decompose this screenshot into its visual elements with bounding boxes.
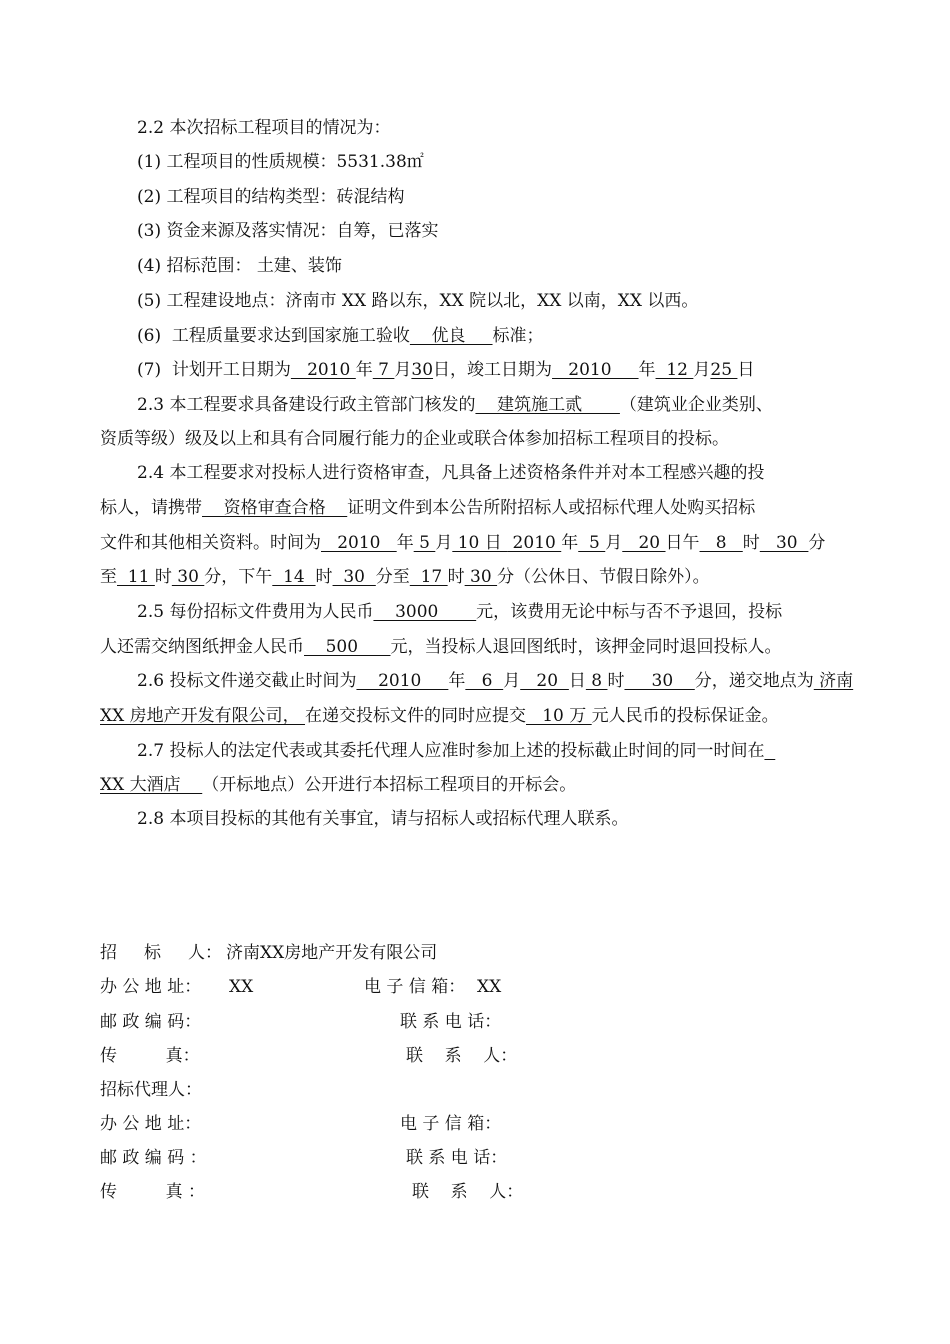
agent-contact-label: 联 系 人： [412, 1182, 524, 1202]
item-1: (1) 工程项目的性质规模：5531.38㎡ [137, 152, 424, 172]
end-year: 2010 [552, 360, 639, 380]
section-2-6-line-1 [137, 670, 853, 692]
agent-email-label: 电 子 信 箱： [400, 1114, 502, 1134]
month-char: 月 [435, 533, 453, 553]
month-char: 月 [693, 360, 711, 380]
item-6-text: (6) 工程质量要求达到国家施工验收 [137, 326, 410, 346]
month-char: 月 [503, 671, 521, 691]
tenderer-name-label: 招 标 人： [100, 943, 223, 963]
deadline-year: 2010 [356, 671, 449, 691]
section-2-7-text: 2.7 投标人的法定代表或其委托代理人应准时参加上述的投标截止时间的同一时间在 [137, 741, 765, 761]
section-2-3-line-1 [137, 394, 773, 416]
section-2-3-line-2: 资质等级）级及以上和具有合同履行能力的企业或联合体参加招标工程项目的投标。 [100, 429, 729, 449]
hour-char: 时 [607, 671, 625, 691]
section-2-7-line-2 [100, 774, 576, 796]
tenderer-email-label: 电 子 信 箱： [364, 977, 466, 997]
drawing-deposit: 500 [304, 637, 391, 657]
deadline-hour: 8 [585, 671, 608, 691]
place-label: 分，递交地点为 [694, 671, 814, 691]
fee-suffix: 元，该费用无论中标与否不予退回，投标 [476, 602, 783, 622]
minute-to: 分至 [375, 567, 410, 587]
item-2: (2) 工程项目的结构类型：砖混结构 [137, 187, 405, 207]
section-2-6-line-2 [100, 705, 779, 727]
section-2-3-text: 2.3 本工程要求具备建设行政主管部门核发的 [137, 395, 476, 415]
tenderer-name: 济南XX房地产开发有限公司 [226, 943, 438, 963]
item-5: (5) 工程建设地点：济南市 XX 路以东，XX 院以北，XX 以南，XX 以西。 [137, 291, 699, 311]
item-3: (3) 资金来源及落实情况：自筹，已落实 [137, 221, 439, 241]
tenderer-address: XX [229, 977, 254, 997]
tenderer-contact-label: 联 系 人： [406, 1046, 518, 1066]
certificate: 资格审查合格 [202, 498, 348, 518]
year-char: 年 [448, 671, 466, 691]
opening-venue: XX 大酒店 [100, 775, 203, 795]
morning-end-minute: 30 [171, 567, 205, 587]
hour-char: 时 [742, 533, 760, 553]
agent-phone-label: 联 系 电 话： [406, 1148, 508, 1168]
sale-end-year: 2010 [507, 533, 562, 553]
afternoon-label: 分，下午 [204, 567, 273, 587]
sale-start-year: 2010 [321, 533, 397, 553]
agent-fax-label: 传 真 ： [100, 1182, 206, 1202]
tenderer-email: XX [477, 977, 502, 997]
tenderer-address-label: 办 公 地 址： [100, 977, 202, 997]
sale-time-label: 文件和其他相关资料。时间为 [100, 533, 321, 553]
bond-suffix: 元人民币的投标保证金。 [591, 706, 779, 726]
item-6-suffix: 标准； [492, 326, 544, 346]
day-char: 日 [568, 671, 586, 691]
section-2-5-line-2 [100, 636, 782, 658]
sale-start-month: 5 [413, 533, 436, 553]
item-6 [137, 325, 544, 347]
bid-bond: 10 万 [526, 706, 592, 726]
section-2-4-line-2 [100, 497, 755, 519]
section-2-4-line-4 [100, 566, 710, 588]
sale-start-day: 10 日 [452, 533, 508, 553]
afternoon-start-hour: 14 [272, 567, 316, 587]
section-2-4-line-1: 2.4 本工程要求对投标人进行资格审查，凡具备上述资格条件并对本工程感兴趣的投 [137, 463, 765, 483]
afternoon-end-minute: 30 [464, 567, 498, 587]
fee-label: 2.5 每份招标文件费用为人民币 [137, 602, 374, 622]
item-7-mid: 日，竣工日期为 [433, 360, 553, 380]
deposit-label: 人还需交纳图纸押金人民币 [100, 637, 304, 657]
deposit-suffix: 元，当投标人退回图纸时，该押金同时退回投标人。 [390, 637, 782, 657]
morning-end-hour: 11 [117, 567, 155, 587]
venue-suffix: （开标地点）公开进行本招标工程项目的开标会。 [202, 775, 577, 795]
minute-char: 分 [808, 533, 826, 553]
hour-char: 时 [154, 567, 172, 587]
to-char: 至 [100, 567, 117, 587]
item-7-text: (7) 计划开工日期为 [137, 360, 291, 380]
item-4: (4) 招标范围： 土建、装饰 [137, 256, 342, 276]
agent-title: 招标代理人： [100, 1080, 202, 1100]
section-2-4-line-3 [100, 532, 825, 554]
day-char: 日 [737, 360, 755, 380]
qualification-level: 建筑施工贰 [475, 395, 620, 415]
agent-address-label: 办 公 地 址： [100, 1114, 202, 1134]
agent-postcode-label: 邮 政 编 码 ： [100, 1148, 207, 1168]
afternoon-end-hour: 17 [409, 567, 448, 587]
day-char: 日午 [665, 533, 700, 553]
start-year: 2010 [290, 360, 356, 380]
tenderer-postcode-label: 邮 政 编 码： [100, 1012, 202, 1032]
section-2-3-suffix: （建筑业企业类别、 [619, 395, 773, 415]
section-2-4-suffix: 证明文件到本公告所附招标人或招标代理人处购买招标 [347, 498, 756, 518]
end-month: 12 [655, 360, 694, 380]
section-2-2-heading: 2.2 本次招标工程项目的情况为： [137, 118, 391, 138]
sale-end-day: 20 [622, 533, 666, 553]
morning-start-hour: 8 [699, 533, 743, 553]
year-char: 年 [638, 360, 656, 380]
tenderer-phone-label: 联 系 电 话： [400, 1012, 502, 1032]
year-char: 年 [561, 533, 579, 553]
deadline-day: 20 [520, 671, 569, 691]
year-char: 年 [396, 533, 414, 553]
section-2-8: 2.8 本项目投标的其他有关事宜，请与招标人或招标代理人联系。 [137, 809, 629, 829]
start-month: 7 [372, 360, 395, 380]
end-day: 25 [710, 360, 738, 380]
hour-char: 时 [315, 567, 333, 587]
submission-place-part-2: XX 房地产开发有限公司， [100, 706, 306, 726]
morning-start-minute: 30 [759, 533, 809, 553]
hour-char: 时 [447, 567, 465, 587]
holiday-note: 分（公休日、节假日除外）。 [497, 567, 710, 587]
tenderer-fax-label: 传 真： [100, 1046, 200, 1066]
item-7 [137, 359, 754, 381]
quality-grade: 优良 [409, 326, 493, 346]
month-char: 月 [394, 360, 412, 380]
deadline-month: 6 [465, 671, 504, 691]
submission-place-part-1: 济南 [813, 671, 854, 691]
section-2-4-text: 标人，请携带 [100, 498, 202, 518]
sale-end-month: 5 [578, 533, 606, 553]
venue-blank [764, 741, 775, 761]
document-fee: 3000 [373, 602, 477, 622]
deadline-label: 2.6 投标文件递交截止时间为 [137, 671, 357, 691]
section-2-5-line-1 [137, 601, 782, 623]
section-2-7-line-1 [137, 740, 775, 762]
year-char: 年 [355, 360, 373, 380]
deadline-minute: 30 [624, 671, 695, 691]
bond-label: 在递交投标文件的同时应提交 [305, 706, 527, 726]
afternoon-start-minute: 30 [332, 567, 376, 587]
start-day: 30 [411, 360, 434, 380]
month-char: 月 [605, 533, 623, 553]
